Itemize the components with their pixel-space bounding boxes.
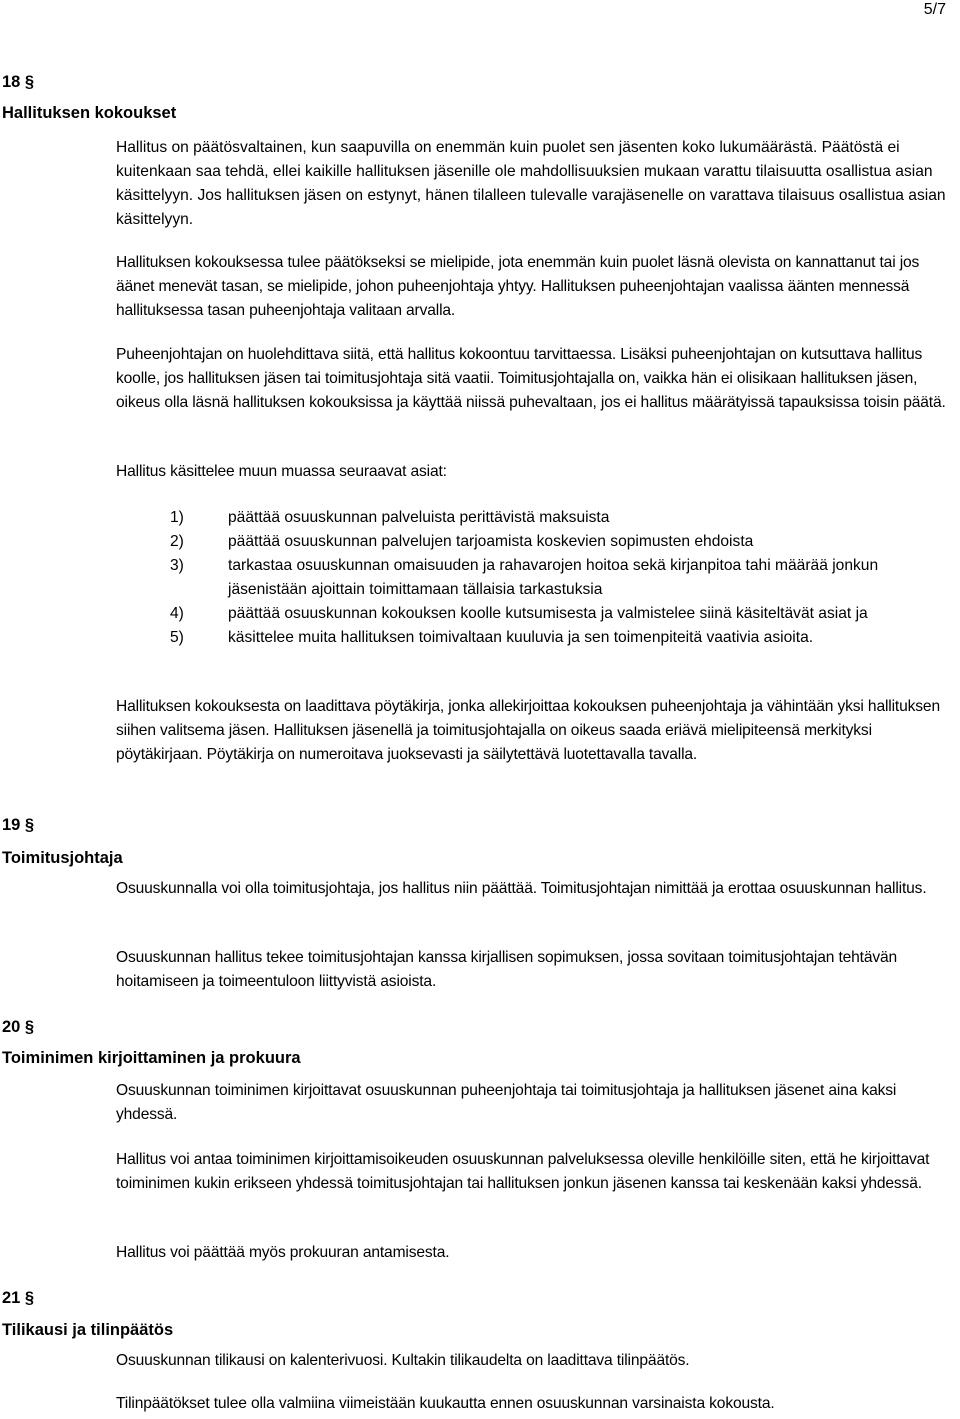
duties-list bbox=[170, 506, 960, 650]
list-item-number: 4) bbox=[170, 605, 184, 622]
section-20-paragraph-1: Osuuskunnan toiminimen kirjoittavat osuuskunnan puheenjohtaja tai toimitusjohtaja ja hallituksen jäsenet aina kaksi yhdessä. bbox=[116, 1082, 897, 1123]
section-20-number: 20 § bbox=[2, 1018, 35, 1036]
list-item bbox=[170, 530, 960, 554]
page-number: 5/7 bbox=[923, 1, 946, 18]
section-21-paragraph-1: Osuuskunnan tilikausi on kalenterivuosi. Kultakin tilikaudelta on laadittava tilinpäätös. bbox=[116, 1352, 690, 1369]
list-item bbox=[170, 506, 960, 530]
section-19-number: 19 § bbox=[2, 816, 35, 834]
section-21-paragraph-2: Tilinpäätökset tulee olla valmiina viimeistään kuukautta ennen osuuskunnan varsinaista kokousta. bbox=[116, 1395, 775, 1412]
list-item bbox=[170, 554, 960, 602]
section-20-paragraph-2: Hallitus voi antaa toiminimen kirjoittamisoikeuden osuuskunnan palveluksessa oleville henkilöille siten, että he kirjoittavat toiminimen kukin erikseen yhdessä toimitusjohtajan tai hallituksen jonkun jäsenen kanssa tai keskenään kaksi yhdessä. bbox=[116, 1151, 930, 1192]
list-item-text: päättää osuuskunnan palvelujen tarjoamista koskevien sopimusten ehdoista bbox=[228, 533, 754, 550]
list-item-text: päättää osuuskunnan palveluista perittävistä maksuista bbox=[228, 509, 610, 526]
list-item-text: käsittelee muita hallituksen toimivaltaan kuuluvia ja sen toimenpiteitä vaativia asioita. bbox=[228, 629, 814, 646]
section-18-paragraph-1: Hallitus on päätösvaltainen, kun saapuvilla on enemmän kuin puolet sen jäsenten koko lukumäärästä. Päätöstä ei kuitenkaan saa tehdä, ellei kaikille hallituksen jäsenille ole mahdollisuuksien mukaan varattu tilaisuutta osallistua asian käsittelyyn. Jos hallituksen jäsen on estynyt, hänen tilalleen tulevalle varajäsenelle on varattava tilaisuus osallistua asian käsittelyyn. bbox=[116, 139, 946, 228]
section-18-number: 18 § bbox=[2, 73, 35, 91]
section-18-paragraph-4: Hallitus käsittelee muun muassa seuraavat asiat: bbox=[116, 463, 447, 480]
list-item-text: päättää osuuskunnan kokouksen koolle kutsumisesta ja valmistelee siinä käsiteltävät asiat ja bbox=[228, 605, 868, 622]
section-18-paragraph-3: Puheenjohtajan on huolehdittava siitä, että hallitus kokoontuu tarvittaessa. Lisäksi puheenjohtajan on kutsuttava hallitus koolle, jos hallituksen jäsen tai toimitusjohtaja sitä vaatii. Toimitusjohtajalla on, vaikka hän ei olisikaan hallituksen jäsen, oikeus olla läsnä hallituksen kokouksissa ja käyttää niissä puhevaltaan, jos ei hallitus määrätyissä tapauksissa toisin päätä. bbox=[116, 346, 946, 411]
section-21-title: Tilikausi ja tilinpäätös bbox=[2, 1321, 174, 1339]
section-19-paragraph-2: Osuuskunnan hallitus tekee toimitusjohtajan kanssa kirjallisen sopimuksen, jossa sovitaan toimitusjohtajan tehtävän hoitamiseen ja toimeentuloon liittyvistä asioista. bbox=[116, 949, 898, 990]
section-20-title: Toiminimen kirjoittaminen ja prokuura bbox=[2, 1049, 301, 1067]
list-item bbox=[170, 626, 960, 650]
list-item-number: 5) bbox=[170, 629, 184, 646]
section-18-paragraph-2: Hallituksen kokouksessa tulee päätökseksi se mielipide, jota enemmän kuin puolet läsnä olevista on kannattanut tai jos äänet menevät tasan, se mielipide, johon puheenjohtaja yhtyy. Hallituksen puheenjohtajan vaalissa äänten mennessä hallituksessa tasan puheenjohtaja valitaan arvalla. bbox=[116, 254, 920, 319]
list-item-number: 3) bbox=[170, 557, 184, 574]
section-21-number: 21 § bbox=[2, 1289, 35, 1307]
list-item bbox=[170, 602, 960, 626]
list-item-text: tarkastaa osuuskunnan omaisuuden ja rahavarojen hoitoa sekä kirjanpitoa tahi määrää jonkun jäsenistään ajoittain toimittamaan tällaisia tarkastuksia bbox=[228, 557, 879, 598]
section-19-paragraph-1: Osuuskunnalla voi olla toimitusjohtaja, jos hallitus niin päättää. Toimitusjohtajan nimittää ja erottaa osuuskunnan hallitus. bbox=[116, 880, 927, 897]
section-18-closing-paragraph: Hallituksen kokouksesta on laadittava pöytäkirja, jonka allekirjoittaa kokouksen puheenjohtaja ja vähintään yksi hallituksen siihen valitsema jäsen. Hallituksen jäsenellä ja toimitusjohtajalla on oikeus saada eriävä mielipiteensä merkityksi pöytäkirjaan. Pöytäkirja on numeroitava juoksevasti ja säilytettävä luotettavalla tavalla. bbox=[116, 698, 940, 763]
list-item-number: 1) bbox=[170, 509, 184, 526]
section-18-title: Hallituksen kokoukset bbox=[2, 104, 177, 122]
section-20-paragraph-3: Hallitus voi päättää myös prokuuran antamisesta. bbox=[116, 1244, 450, 1261]
section-19-title: Toimitusjohtaja bbox=[2, 849, 123, 867]
list-item-number: 2) bbox=[170, 533, 184, 550]
